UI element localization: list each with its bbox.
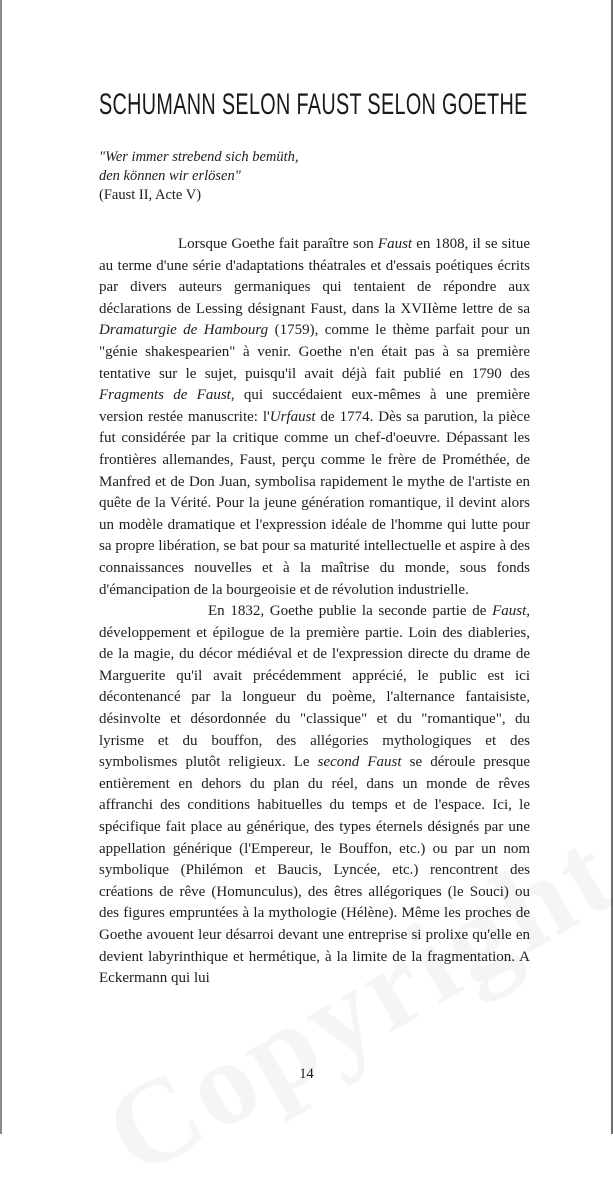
title-dramaturgie: Dramaturgie de Hambourg: [99, 322, 269, 339]
paragraph-2-text-b: développement et épilogue de la première partie. Loin des diableries, de la magie, du décor médiéval et de l'expression directe du drame de Marguerite qu'il avait précédemment apprécié, le public est ici décontenancé par la longueur du poème, l'alternance fantaisiste, désinvolte et désordonnée du "classique" et du "romantique", du lyrisme et du bouffon, des allégories mythologiques et des symbolismes plutôt religieux. Le: [99, 624, 530, 771]
paragraph-1-text-a: Lorsque Goethe fait paraître son: [178, 236, 378, 252]
paragraph-1-text-c: (1759), comme le thème parfait pour un "génie shakespearien" à venir. Goethe n'en était pas à sa première tentative sur le sujet, puisqu'il avait déjà fait publié en 1790 des: [99, 322, 530, 382]
title-urfaust: Urfaust: [269, 408, 316, 425]
paragraph-2-text-c: se déroule presque entièrement en dehors du plan du réel, dans un monde de rêves affranchi des conditions habituelles du temps et de l'espace. Ici, le spécifique fait place au générique, des types éternels désignés par une appellation générique (l'Empereur, le Bouffon, etc.) ou par un nom symbolique (Philémon et Baucis, Lyncée, etc.) rencontrent des créations de rêve (Homunculus), des êtres allégoriques (le Souci) ou des figures empruntées à la mythologie (Hélène). Même les proches de Goethe avouent leur désarroi devant une entreprise si prolixe qu'elle en devient labyrinthique et hermétique, à la limite de la fragmentation. A Eckermann qui lui: [99, 754, 530, 987]
paragraph-2-text-a: En 1832, Goethe publie la seconde partie de: [208, 603, 493, 620]
title-fragments: Fragments de Faust: [99, 387, 231, 404]
title-faust-2: Faust,: [492, 603, 530, 620]
article-body: [99, 234, 530, 990]
paragraph-1-text-d: , qui succédaient eux-mêmes à une première version restée manuscrite: l': [99, 387, 530, 425]
title-second-faust: second Faust: [317, 754, 402, 771]
page-left-edge: [0, 0, 2, 1134]
title-faust: Faust: [377, 236, 413, 252]
epigraph-source: (Faust II, Acte V): [99, 187, 202, 203]
paragraph-1-text-e: de 1774. Dès sa parution, la pièce fut considérée par la critique comme un chef-d'oeuvre. Dépassant les frontières allemandes, Faust, perçu comme le frère de Prométhée, de Manfred et de Don Juan, symbolisa rapidement le mythe de l'artiste en quête de la Vérité. Pour la jeune génération romantique, il devint alors un modèle dramatique et l'expression idéale de l'homme qui lutte pour sa propre libération, se bat pour sa maturité intellectuelle et aspire à des connaissances nouvelles et à la maîtrise du monde, sous fonds d'émancipation de la bourgeoisie et de révolution industrielle.: [99, 408, 530, 598]
paragraph-1-text-b: en 1808, il se situe au terme d'une série d'adaptations théatrales et d'essais poétiques écrits par divers auteurs germaniques qui tentaient de répondre aux déclarations de Lessing désignant Faust, dans la XVIIème lettre de sa: [99, 236, 530, 317]
paragraph-2: [99, 601, 530, 990]
page-number: 14: [299, 1066, 314, 1082]
epigraph-line-1: "Wer immer strebend sich bemüth,: [99, 149, 299, 165]
epigraph-line-2: den können wir erlösen": [99, 168, 241, 184]
page-title: SCHUMANN SELON FAUST SELON GOETHE: [99, 88, 528, 121]
epigraph: [99, 148, 299, 205]
paragraph-1: [99, 234, 530, 601]
